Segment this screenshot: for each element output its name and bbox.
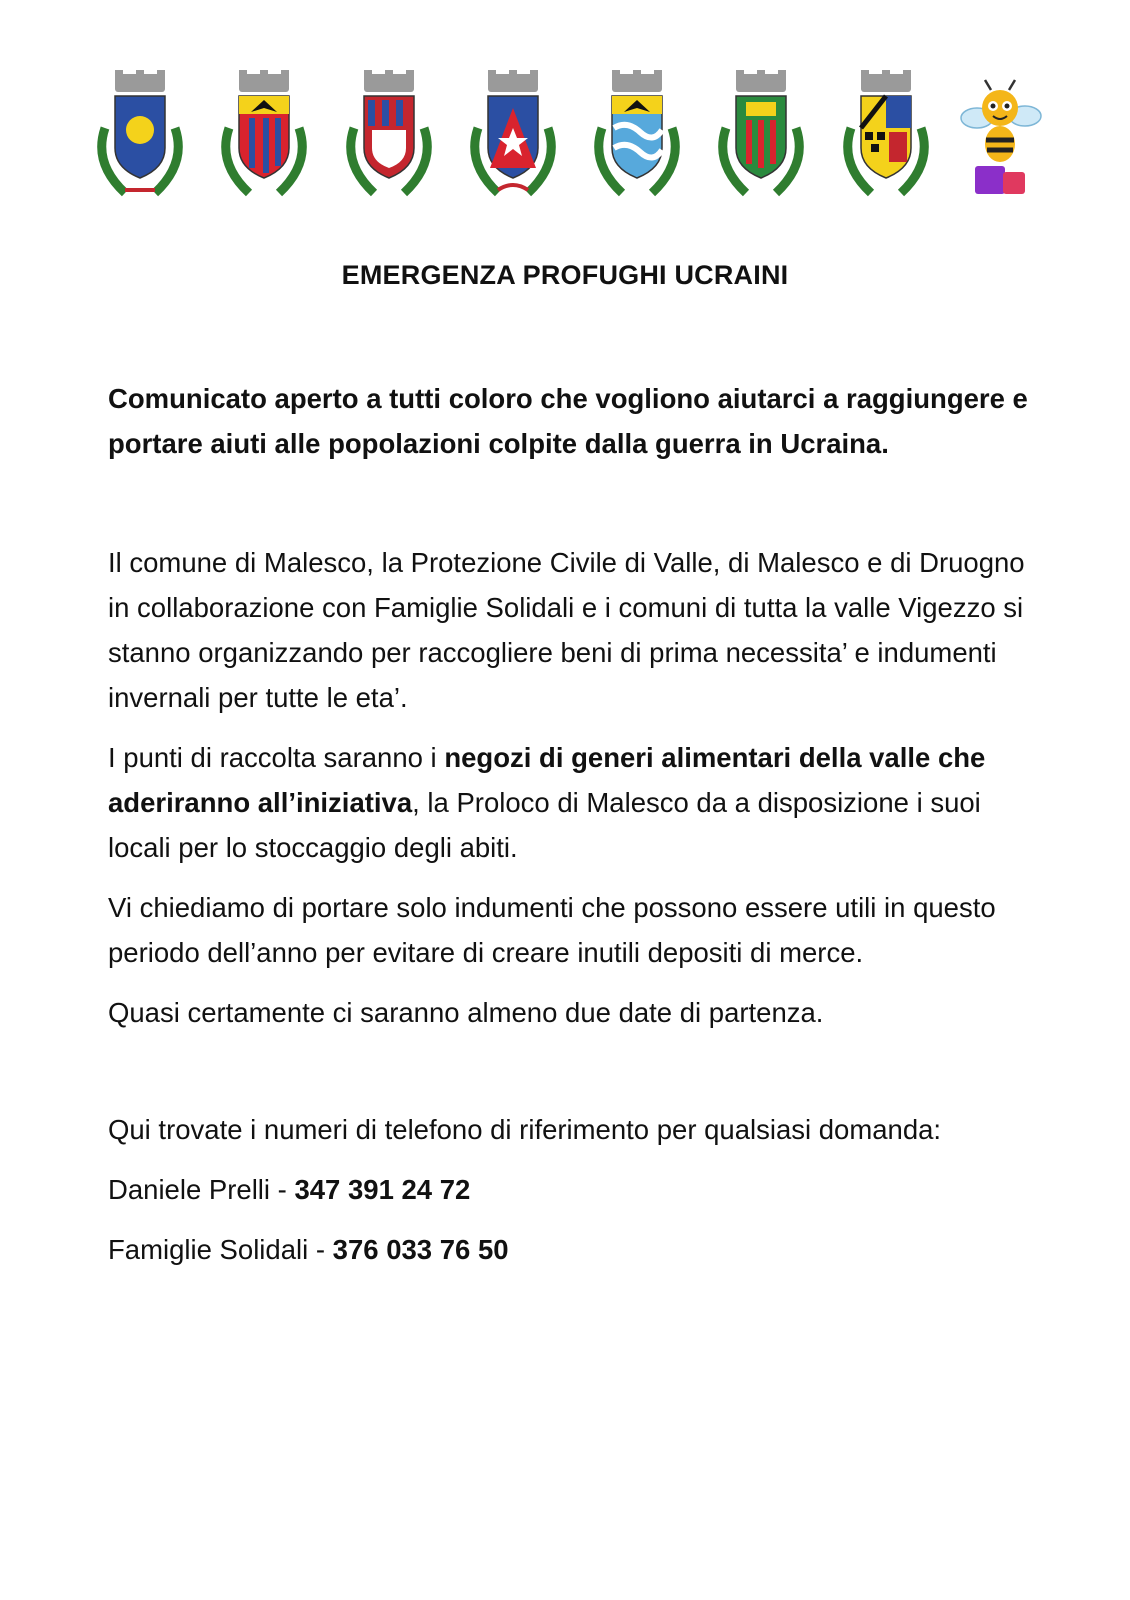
paragraph-clothing-request: Vi chiediamo di portare solo indumenti che possono essere utili in questo periodo dell’anno per evitare di creare inutili depositi di merce. [108,892,996,968]
crest-eagle-red-stripes-icon [209,68,319,203]
contact-line [108,1227,1028,1272]
collection-points-text-end: , la Proloco di Malesco da a disposizione i suoi locali per lo stoccaggio degli abiti. [108,787,981,863]
crest-quartered-checker-icon [831,68,941,203]
paragraph-departure-dates: Quasi certamente ci saranno almeno due date di partenza. [108,997,824,1028]
lead-paragraph: Comunicato aperto a tutti coloro che vogliono aiutarci a raggiungere e portare aiuti alle popolazioni colpite dalla guerra in Ucraina. [108,383,1028,459]
bee-mascot-icon [955,78,1045,203]
collection-points-highlight: negozi di generi alimentari della valle che aderiranno all’iniziativa [108,742,986,818]
document-body [108,376,1028,1272]
collection-points-text-start: I punti di raccolta saranno i [108,742,445,773]
crest-row [85,68,1045,203]
contact-phone: 376 033 76 50 [332,1234,509,1265]
crest-eagle-blue-waves-icon [582,68,692,203]
contacts-intro: Qui trovate i numeri di telefono di riferimento per qualsiasi domanda: [108,1114,942,1145]
crest-gold-flower-icon [85,68,195,203]
contact-line [108,1167,1028,1212]
crest-green-red-stripes-icon [706,68,816,203]
paragraph-collection-points [108,735,1028,870]
contact-phone: 347 391 24 72 [294,1174,471,1205]
crest-quartered-star-icon [458,68,568,203]
contact-name: Famiglie Solidali - [108,1234,333,1265]
page-title: EMERGENZA PROFUGHI UCRAINI [341,260,789,290]
paragraph-organizers: Il comune di Malesco, la Protezione Civile di Valle, di Malesco e di Druogno in collaborazione con Famiglie Solidali e i comuni di tutta la valle Vigezzo si stanno organizzando per raccogliere beni di prima necessita’ e indumenti invernali per tutte le eta’. [108,547,1025,713]
crest-red-blue-stripes-icon [334,68,444,203]
contact-name: Daniele Prelli - [108,1174,295,1205]
